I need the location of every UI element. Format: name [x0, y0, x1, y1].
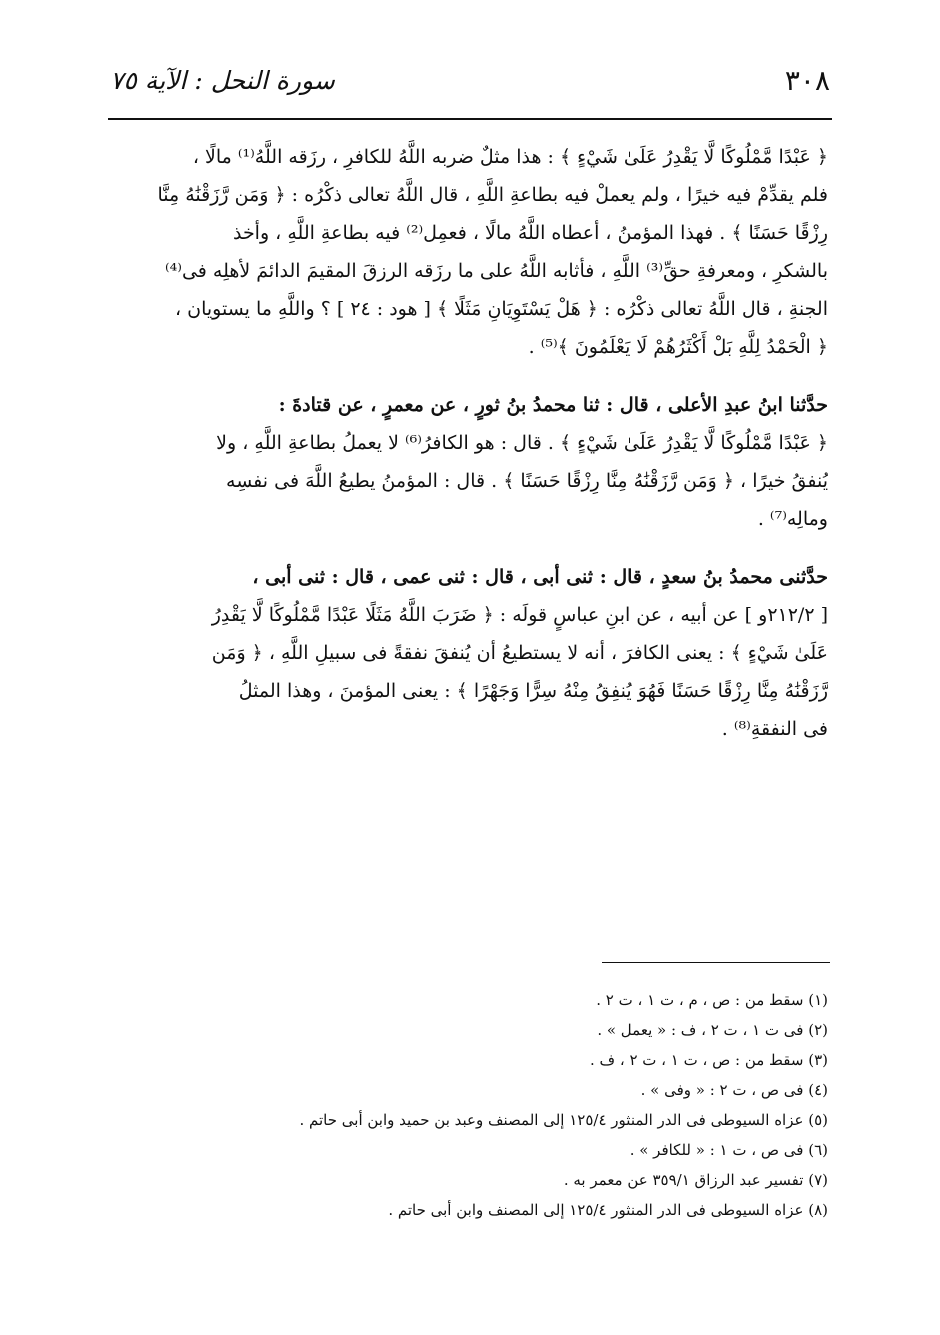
footnote: (٤) فى ص ، ت ٢ : « وفى » . — [640, 1081, 828, 1099]
footnote: (٥) عزاه السيوطى فى الدر المنثور ١٢٥/٤ إلى المصنف وعبد بن حميد وابن أبى حاتم . — [299, 1111, 828, 1129]
paragraph-2 — [110, 386, 828, 538]
text-line: عَلَىٰ شَيْءٍ ﴾ : يعنى الكافرَ ، أنه لا يستطيعُ أن يُنفقَ نفقةً فى سبيلِ اللَّهِ ، ﴿ وَمَن — [211, 642, 828, 664]
page-number: ٣٠٨ — [784, 63, 830, 97]
footnote: (٧) تفسير عبد الرزاق ٣٥٩/١ عن معمر به . — [563, 1171, 828, 1189]
text-line: ﴿ عَبْدًا مَّمْلُوكًا لَّا يَقْدِرُ عَلَىٰ شَيْءٍ ﴾ . قال : هو الكافرُ⁽⁶⁾ لا يعملُ بطاعةِ اللَّهِ ، ولا — [216, 432, 828, 454]
text-line: حدَّثنى محمدُ بنُ سعدٍ ، قال : ثنى أبى ، قال : ثنى عمى ، قال : ثنى أبى ، — [252, 566, 828, 588]
footnote: (٣) سقط من : ص ، ت ١ ، ت ٢ ، ف . — [589, 1051, 828, 1069]
footnote: (٦) فى ص ، ت ١ : « للكافر » . — [629, 1141, 828, 1159]
text-line: ومالِه⁽⁷⁾ . — [757, 508, 828, 530]
page-header — [110, 58, 830, 102]
text-line: رِزْقًا حَسَنًا ﴾ . فهذا المؤمنُ ، أعطاه اللَّهُ مالًا ، فعمِل⁽²⁾ فيه بطاعةِ اللَّهِ ، وأخذ — [232, 222, 828, 244]
text-line: فلم يقدِّمْ فيه خيرًا ، ولم يعملْ فيه بطاعةِ اللَّهِ ، قال اللَّهُ تعالى ذكْرُه : ﴿ وَمَن رَّزَقْنَٰهُ مِنَّا — [157, 184, 828, 206]
text-line: فى النفقةِ⁽⁸⁾ . — [721, 718, 828, 740]
text-line: حدَّثنا ابنُ عبدِ الأعلى ، قال : ثنا محمدُ بنُ ثورٍ ، عن معمرٍ ، عن قتادةَ : — [278, 394, 828, 416]
header-divider — [108, 118, 832, 120]
running-title: سورة النحل : الآية ٧٥ — [110, 65, 335, 95]
text-line: الجنةِ ، قال اللَّهُ تعالى ذكْرُه : ﴿ هَلْ يَسْتَوِيَانِ مَثَلًا ﴾ [ هود : ٢٤ ] ؟ واللَّهِ ما يستويان ، — [174, 298, 828, 320]
text-line: ﴿ الْحَمْدُ لِلَّهِ بَلْ أَكْثَرُهُمْ لَا يَعْلَمُونَ ﴾⁽⁵⁾ . — [528, 336, 828, 358]
text-line: بالشكرِ ، ومعرفةِ حقِّ⁽³⁾ اللَّهِ ، فأثابه اللَّهُ على ما رزَقه الرزقَ المقيمَ الدائمَ لأهلِه فى⁽⁴⁾ — [164, 260, 828, 282]
footnotes — [110, 985, 828, 1225]
main-text — [110, 138, 828, 768]
paragraph-1 — [110, 138, 828, 366]
footnote-divider — [602, 962, 830, 963]
footnote: (٢) فى ت ١ ، ت ٢ ، ف : « يعمل » . — [597, 1021, 828, 1039]
text-line: يُنفقُ خيرًا ، ﴿ وَمَن رَّزَقْنَٰهُ مِنَّا رِزْقًا حَسَنًا ﴾ . قال : المؤمنُ يطيعُ اللَّهَ فى نفسِه — [226, 470, 828, 492]
paragraph-3 — [110, 558, 828, 748]
text-line: [ ٢١٢/٢و ] عن أبيه ، عن ابنِ عباسٍ قولَه : ﴿ ضَرَبَ اللَّهُ مَثَلًا عَبْدًا مَّمْلُوكًا لَّا يَقْدِرُ — [211, 604, 828, 626]
footnote: (٨) عزاه السيوطى فى الدر المنثور ١٢٥/٤ إلى المصنف وابن أبى حاتم . — [388, 1201, 828, 1219]
text-line: ﴿ عَبْدًا مَّمْلُوكًا لَّا يَقْدِرُ عَلَىٰ شَيْءٍ ﴾ : هذا مثلٌ ضربه اللَّهُ للكافرِ ، رزَقه اللَّهُ⁽¹⁾ مالًا ، — [192, 146, 828, 168]
text-line: رَّزَقْنَٰهُ مِنَّا رِزْقًا حَسَنًا فَهُوَ يُنفِقُ مِنْهُ سِرًّا وَجَهْرًا ﴾ : يعنى المؤمنَ ، وهذا المثلُ — [238, 680, 828, 702]
footnote: (١) سقط من : ص ، م ، ت ١ ، ت ٢ . — [596, 991, 828, 1009]
